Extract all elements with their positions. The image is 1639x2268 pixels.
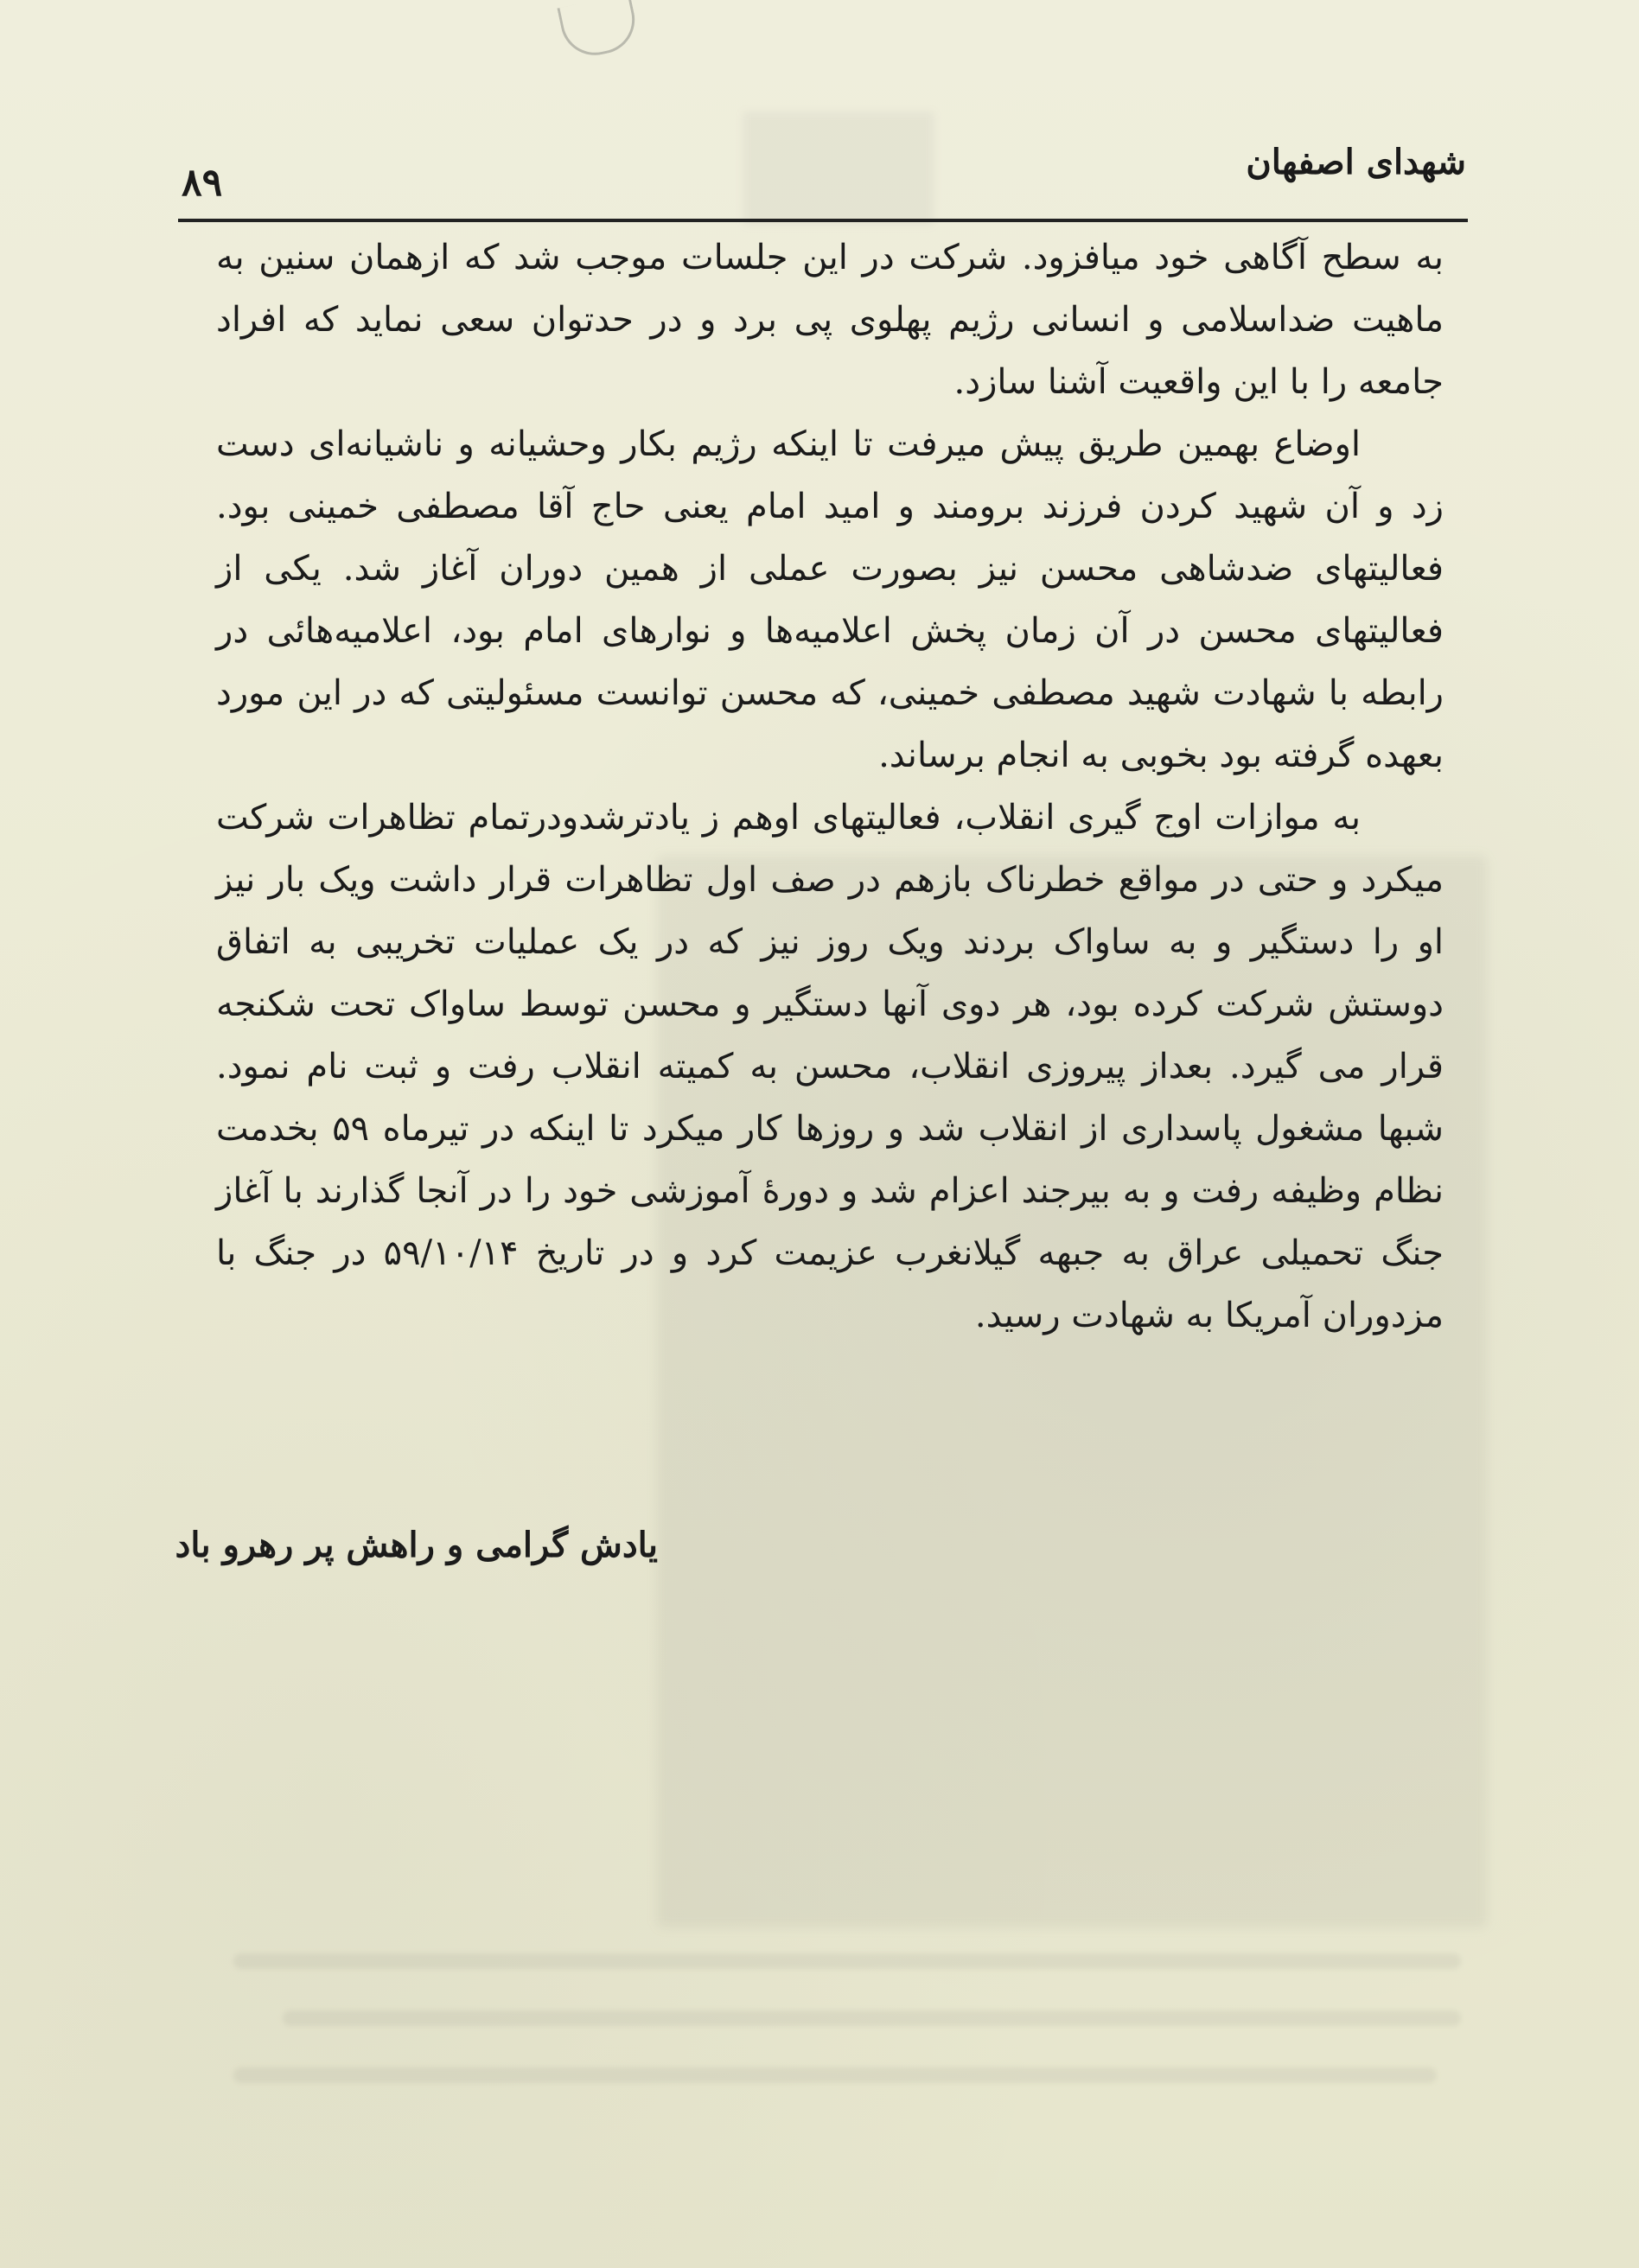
pencil-mark [557, 0, 641, 61]
running-title: شهدای اصفهان [1246, 142, 1466, 182]
reverse-side-text-show-through [233, 1953, 1461, 2161]
page-number: ۸۹ [182, 161, 223, 205]
page-header [178, 130, 1466, 216]
body-text [216, 226, 1444, 1347]
closing-line: یادش گرامی و راهش پر رهرو باد [175, 1525, 658, 1565]
paragraph-1: به سطح آگاهی خود میافزود. شرکت در این جلسات موجب شد که ازهمان سنین به ماهیت ضداسلامی و انسانی رژیم پهلوی پی برد و در حدتوان سعی نماید که افراد جامعه را با این واقعیت آشنا سازد. [216, 238, 1444, 402]
header-rule [178, 219, 1468, 222]
paragraph-2: اوضاع بهمین طریق پیش میرفت تا اینکه رژیم بکار وحشیانه و ناشیانه‌ای دست زد و آن شهید کردن فرزند برومند و امید امام یعنی حاج آقا مصطفی خمینی بود. فعالیتهای ضدشاهی محسن نیز بصورت عملی از همین دوران آغاز شد. یکی از فعالیتهای محسن در آن زمان پخش اعلامیه‌ها و نوارهای امام بود، اعلامیه‌هائی در رابطه با شهادت شهید مصطفی خمینی، که محسن توانست مسئولیتی که در این مورد بعهده گرفته بود بخوبی به انجام برساند. [216, 424, 1444, 775]
paragraph-3: به موازات اوج گیری انقلاب، فعالیتهای اوهم ز یادترشدودرتمام تظاهرات شرکت میکرد و حتی در مواقع خطرناک بازهم در صف اول تظاهرات قرار داشت ویک بار نیز او را دستگیر و به ساواک بردند ویک روز نیز که در یک عملیات تخریبی به اتفاق دوستش شرکت کرده بود، هر دوی آنها دستگیر و محسن توسط ساواک تحت شکنجه قرار می گیرد. بعداز پیروزی انقلاب، محسن به کمیته انقلاب رفت و ثبت نام نمود. شبها مشغول پاسداری از انقلاب شد و روزها کار میکرد تا اینکه در تیرماه ۵۹ بخدمت نظام وظیفه رفت و به بیرجند اعزام شد و دورهٔ آموزشی خود را در آنجا گذارند با آغاز جنگ تحمیلی عراق به جبهه گیلانغرب عزیمت کرد و در تاریخ ۵۹/۱۰/۱۴ در جنگ با مزدوران آمریکا به شهادت رسید. [216, 798, 1444, 1335]
